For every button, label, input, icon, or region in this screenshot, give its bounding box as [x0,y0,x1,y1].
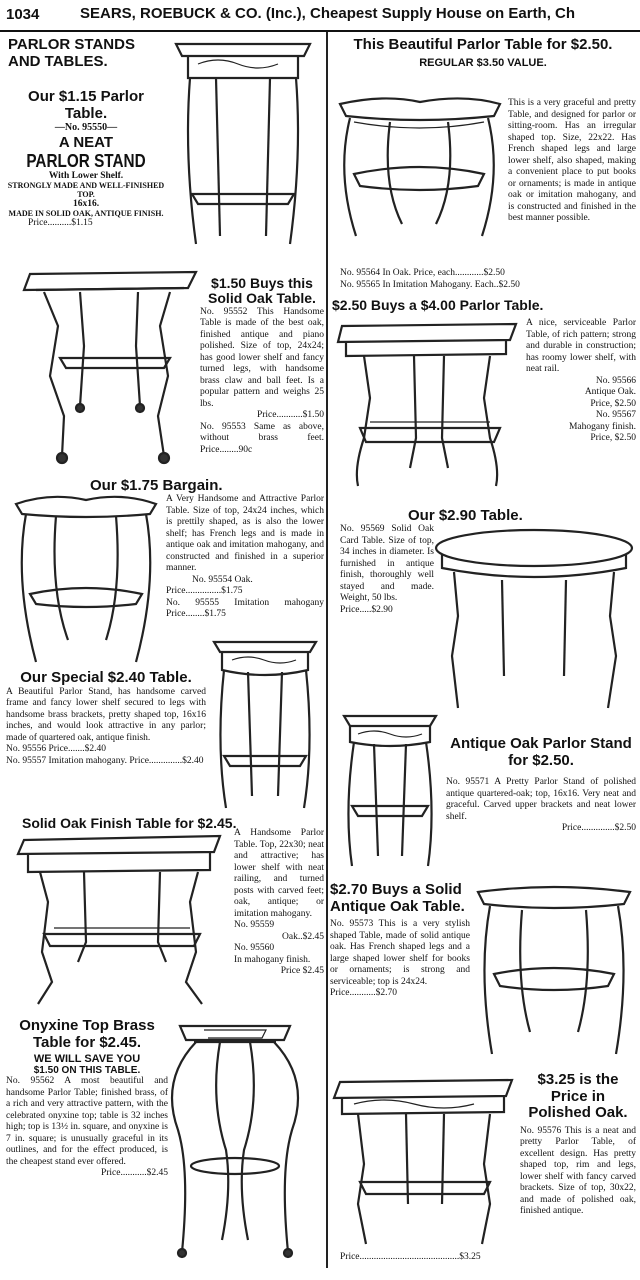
listing-95576-price [340,1252,634,1264]
price: Price..........................................$3.25 [340,1252,481,1262]
price: Price..........$1.15 [28,218,93,229]
item-number: No. 95560 [234,943,275,953]
price: Price..............$2.50 [561,823,636,833]
page-number: 1034 [6,6,40,23]
page-header [0,0,640,32]
parlor-stand-illustration [168,36,318,252]
parlor-stand-illustration [210,636,320,814]
listing-description: No. 95569 Solid Oak Card Table. Size of top, 34 inches in diameter. Is furnished in antique finish, thoroughly well stayed and made. Weight, 50 lbs. [340,524,434,603]
listing-variant: No. 95557 Imitation mahogany. Price..............$2.40 [6,755,204,766]
item-number: No. 95559 [234,920,275,930]
listing-heading: $1.50 Buys this Solid Oak Table. [208,275,316,307]
parlor-stand-illustration [340,710,440,870]
listing-heading: $2.70 Buys a Solid Antique Oak Table. [330,881,465,915]
listing-subheading: A NEAT [58,134,114,151]
listing-95576 [520,1072,636,1218]
listing-variant: No. 95553 Same as above, without brass feet. Price........90c [200,421,324,455]
price: Price, $2.50 [590,433,636,443]
oak-table-illustration [472,882,636,1062]
section-title: PARLOR STANDS AND TABLES. [8,36,135,70]
listing-subheading: REGULAR $3.50 VALUE. [419,56,547,69]
listing-line: MADE IN SOLID OAK, ANTIQUE FINISH. [8,209,164,219]
listing-heading: $2.50 Buys a $4.00 Parlor Table. [332,297,544,313]
listing-heading: Our $2.90 Table. [408,507,523,524]
listing-heading: Antique Oak Parlor Stand for $2.50. [450,735,632,769]
savings-note: WE WILL SAVE YOU [33,1053,141,1065]
listing-95564-prices [340,268,636,291]
brass-table-illustration [160,1020,310,1260]
listing-95564-text [508,98,636,225]
listing-95571 [446,736,636,835]
listing-line: In mahogany finish. [234,954,311,965]
item-number: No. 95566 [595,375,636,386]
listing-line: Mahogany finish. [568,421,636,432]
listing-heading: Onyxine Top Brass Table for $2.45. [19,1017,155,1051]
listing-95569 [340,524,434,616]
listing-description: No. 95571 A Pretty Parlor Stand of polished antique quartered-oak; top, 16x16. Very neat and graceful. Carved upper brackets and neat lower shelf. [446,777,636,822]
listing-variant: No. 95556 Price.......$2.40 [6,744,107,754]
listing-line: Antique Oak. [584,387,636,397]
price: Price...........$2.70 [330,988,398,998]
oak-table-illustration [20,266,200,470]
listing-heading: This Beautiful Parlor Table for $2.50. [353,36,613,53]
listing-95552 [200,276,324,456]
listing-description: A nice, serviceable Parlor Table, of rich pattern; strong and durable in construction; has roomy lower shelf, with neat rail. [526,318,636,374]
listing-variant: No. 95555 Imitation mahogany Price........$1.75 [166,597,324,619]
parlor-table-illustration [10,490,160,670]
listing-95550 [6,89,166,230]
page-header-title: SEARS, ROEBUCK & CO. (Inc.), Cheapest Supply House on Earth, Ch [80,5,576,22]
listing-95556 [6,670,206,767]
price: Price...........$1.50 [256,410,324,421]
listing-description: A Very Handsome and Attractive Parlor Table. Size of top, 24x24 inches, which is prettily shaped, as is also the lower shelf; has French legs and is made in antique oak and imitation mahogany, and constructed and finished in a superior manner. [166,494,324,573]
polished-oak-table-illustration [330,1074,520,1250]
listing-description: No. 95573 This is a very stylish shaped Table, made of solid antique oak. Has French shaped legs and a large shaped lower shelf for books or ornaments; is strong and serviceable; top is 24x24. [330,919,470,987]
column-divider [326,32,328,1268]
listing-95573 [330,882,470,1000]
price: Price $2.45 [280,966,324,976]
savings-note: $1.50 ON THIS TABLE. [33,1065,141,1077]
price: Price...............$1.75 [166,586,243,596]
listing-heading: Our Special $2.40 Table. [20,669,192,686]
listing-description: No. 95552 This Handsome Table is made of the best oak, finished antique and piano polished. Size of top, 24x24; has good lower shelf and fancy turned legs, with handsome brass claw and ball feet. Is a popular pattern and weighs 25 lbs. [200,306,324,409]
price: Price...........$2.45 [100,1168,168,1179]
item-number: No. 95554 Oak. [192,574,253,585]
listing-subheading: PARLOR STAND [26,150,146,171]
price: Oak..$2.45 [282,931,324,942]
listing-95554 [166,494,324,621]
price: No. 95564 In Oak. Price, each............$2.50 [340,268,505,278]
listing-heading: Solid Oak Finish Table for $2.45. [22,815,237,831]
listing-95559 [234,828,324,978]
solid-oak-table-illustration [14,832,230,1012]
listing-line: 16x16. [72,199,100,210]
parlor-table-illustration [334,94,504,244]
listing-description: A Handsome Parlor Table. Top, 22x30; neat and attractive; has lower shelf with neat railing, and turned posts with carved feet; oak, antique; or imitation mahogany. [234,828,324,919]
listing-95564 [330,37,636,69]
listing-description: This is a very graceful and pretty Table, and designed for parlor or sitting-room. Has an irregular shaped top. Size, 22x22. Has French shaped legs and large lower shelf, also shaped, making a convenient place to put books or ornaments; is made in antique oak or imitation mahogany, and is constructed and finished in the best manner possible. [508,98,636,223]
listing-line: With Lower Shelf. [48,171,124,182]
listing-95562 [6,1018,168,1180]
card-table-illustration [432,526,636,716]
item-number: —No. 95550— [54,122,118,133]
listing-line: STRONGLY MADE AND WELL-FINISHED TOP. [7,181,165,200]
listing-heading: Our $1.75 Bargain. [90,477,223,494]
listing-description: No. 95562 A most beautiful and handsome Parlor Table; finished brass, of a rich and very attractive pattern, with the celebrated onyxine top; table is 32 inches high; top is 13½ in. square, and onyxine is 7 in. square; is unusually graceful in its outlines, and for the effect produced, is the cheapest stand ever offered. [6,1076,168,1167]
listing-heading: Our $1.15 Parlor Table. [28,88,144,122]
listing-95566 [526,318,636,445]
listing-description: No. 95576 This is a neat and pretty Parlor Table, of excellent design. Has pretty shaped top, rim and legs, lower shelf with fancy carved brackets. Size of top, 30x22, and made of polished oak, finished antique. [520,1125,636,1216]
listing-heading: $3.25 is the Price in Polished Oak. [528,1071,628,1121]
listing-description: A Beautiful Parlor Stand, has handsome carved frame and fancy lower shelf secured to legs with handsome brass brackets, pretty shaped top, 16x16 inches, and would look attractive in any parlor; made of quartered oak, antique finish. [6,686,206,743]
price: Price.....$2.90 [340,604,393,615]
price: No. 95565 In Imitation Mahogany. Each..$2.50 [340,279,520,290]
parlor-table-illustration [334,318,524,494]
price: Price, $2.50 [590,398,636,409]
item-number: No. 95567 [595,410,636,420]
